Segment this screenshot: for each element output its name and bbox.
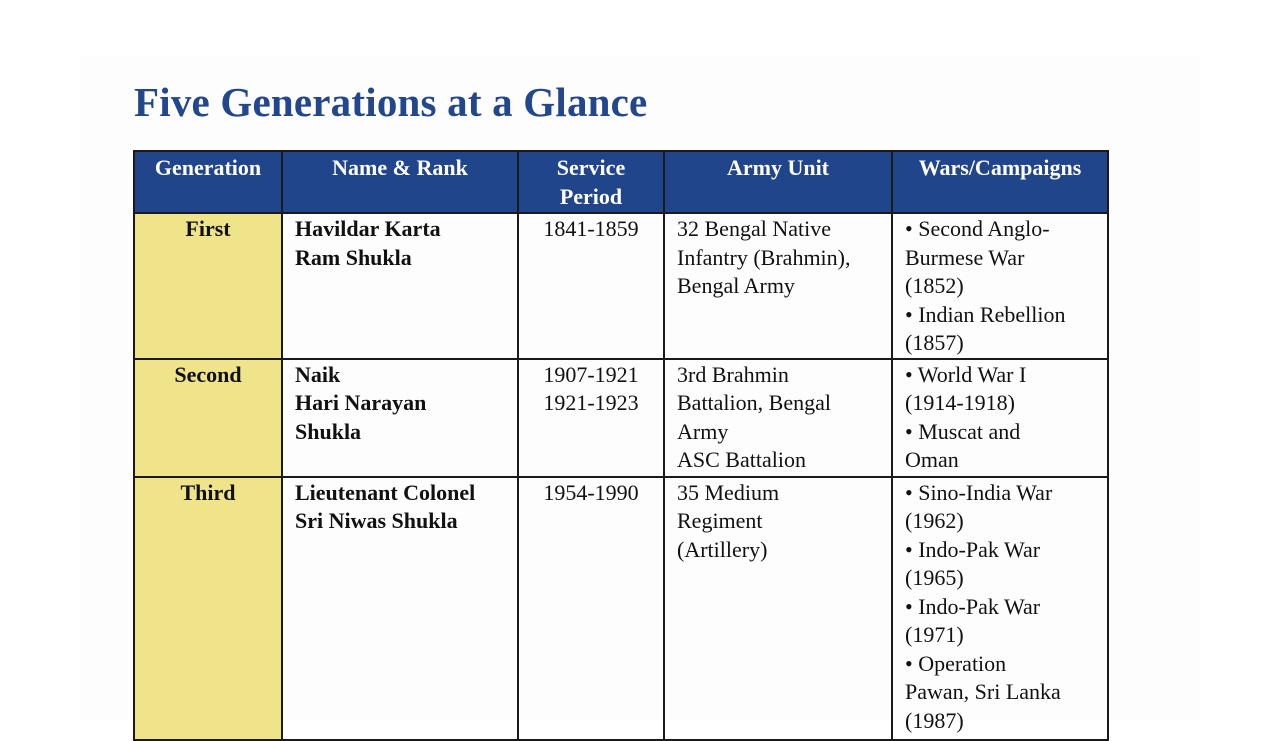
cell-line: 3rd Brahmin — [677, 361, 789, 387]
cell-service-period — [518, 359, 664, 477]
cell-line: Infantry (Brahmin), — [677, 244, 851, 270]
header-name-rank: Name & Rank — [282, 151, 518, 213]
cell-line: (1971) — [905, 622, 964, 647]
cell-line: 1841-1859 — [543, 216, 639, 241]
cell-service-period — [518, 477, 664, 740]
cell-generation: Third — [134, 477, 282, 740]
table-header-row — [134, 151, 1108, 213]
cell-line: 1921-1923 — [543, 390, 639, 415]
cell-line: Ram Shukla — [295, 244, 412, 270]
cell-line: Shukla — [295, 418, 362, 444]
cell-generation: First — [134, 213, 282, 359]
cell-wars-campaigns — [892, 477, 1108, 740]
cell-generation: Second — [134, 359, 282, 477]
page-title: Five Generations at a Glance — [134, 79, 648, 125]
table-row — [134, 359, 1108, 477]
cell-line: • Indo-Pak War — [905, 593, 1041, 619]
cell-wars-campaigns — [892, 213, 1108, 359]
cell-line: (Artillery) — [677, 536, 768, 562]
table-row — [134, 213, 1108, 359]
cell-line: (1914-1918) — [905, 390, 1015, 415]
cell-line: 1954-1990 — [543, 479, 639, 505]
cell-line: 1907-1921 — [543, 361, 639, 387]
cell-line: Battalion, Bengal — [677, 390, 831, 415]
cell-army-unit — [664, 359, 892, 477]
cell-line: • Operation — [905, 650, 1007, 676]
cell-service-period — [518, 213, 664, 359]
header-service-period: Service Period — [518, 151, 664, 213]
cell-line: Burmese War — [905, 244, 1025, 270]
cell-line: (1852) — [905, 273, 964, 298]
cell-line: 35 Medium — [677, 479, 780, 505]
cell-name-rank — [282, 477, 518, 740]
cell-army-unit — [664, 477, 892, 740]
cell-line: • Second Anglo- — [905, 216, 1050, 241]
cell-line: Havildar Karta — [295, 216, 441, 241]
cell-line: Sri Niwas Shukla — [295, 508, 458, 533]
cell-line: Oman — [905, 447, 959, 472]
cell-line: Army — [677, 418, 729, 444]
table-row — [134, 477, 1108, 740]
cell-wars-campaigns — [892, 359, 1108, 477]
cell-line: Bengal Army — [677, 273, 795, 298]
cell-line: • Indo-Pak War — [905, 536, 1041, 562]
cell-line: (1987) — [905, 707, 964, 733]
cell-line: 32 Bengal Native — [677, 216, 831, 241]
generations-table — [133, 150, 1109, 741]
cell-line: Naik — [295, 361, 341, 387]
header-army-unit: Army Unit — [664, 151, 892, 213]
cell-line: • World War I — [905, 361, 1027, 387]
cell-name-rank — [282, 213, 518, 359]
header-generation: Generation — [134, 151, 282, 213]
cell-line: Hari Narayan — [295, 390, 427, 415]
cell-line: (1962) — [905, 508, 964, 533]
cell-name-rank — [282, 359, 518, 477]
header-wars-campaigns: Wars/Campaigns — [892, 151, 1108, 213]
cell-line: Pawan, Sri Lanka — [905, 679, 1061, 704]
cell-line: (1857) — [905, 330, 964, 355]
cell-line: • Muscat and — [905, 418, 1021, 444]
cell-line: ASC Battalion — [677, 447, 806, 472]
cell-line: (1965) — [905, 565, 964, 590]
cell-line: • Sino-India War — [905, 479, 1053, 505]
cell-line: Lieutenant Colonel — [295, 479, 476, 505]
cell-army-unit — [664, 213, 892, 359]
cell-line: • Indian Rebellion — [905, 301, 1066, 327]
cell-line: Regiment — [677, 508, 763, 533]
